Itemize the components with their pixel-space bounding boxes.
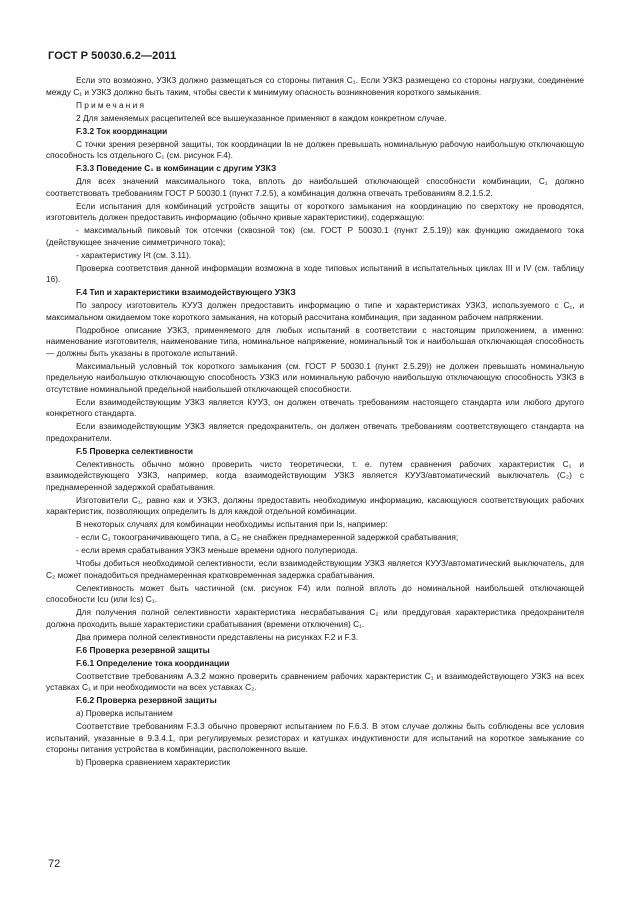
section-heading: F.4 Тип и характеристики взаимодействующего УЗКЗ <box>76 287 296 297</box>
paragraph: Селективность может быть частичной (см. рисунок F4) или полной вплоть до номинальной наибольшей отключающей способности Icu (или Ics) C₁. <box>46 582 584 604</box>
paragraph: b) Проверка сравнением характеристик <box>76 757 231 767</box>
section-heading: F.6 Проверка резервной защиты <box>76 644 210 655</box>
paragraph: С точки зрения резервной защиты, ток координации Iв не должен превышать номинальную рабочую наибольшую отключающую способность Ics отдельного C₁ (см. рисунок F.4). <box>46 138 584 160</box>
paragraph: - если время срабатывания УЗКЗ меньше времени одного полупериода. <box>76 545 358 555</box>
section-heading: F.5 Проверка селективности <box>76 445 194 456</box>
paragraph: Если это возможно, УЗКЗ должно размещаться со стороны питания C₁. Если УЗКЗ размещено со стороны нагрузки, соединение между C₁ и УЗКЗ должно быть таким, чтобы свести к минимуму опасность возникновения короткого замыкания. <box>46 75 584 97</box>
paragraph: 2 Для заменяемых расцепителей все вышеуказанное применяют в каждом конкретном случае. <box>76 112 447 123</box>
paragraph: По запросу изготовитель КУУЗ должен предоставить информацию о типе и характеристиках УЗКЗ, используемого с C₁, и максимальном ожидаемом токе короткого замыкания, на который рассчитана комбинация, при заданном рабочем напряжении. <box>46 300 584 322</box>
section-heading: F.3.3 Поведение C₁ в комбинации с другим УЗКЗ <box>76 163 277 173</box>
paragraph: Если взаимодействующим УЗКЗ является КУУЗ, он должен отвечать требованиям настоящего стандарта или любого другого конкретного стандарта. <box>46 396 584 418</box>
paragraph: - характеристику I²t (см. 3.11). <box>76 249 192 260</box>
section-heading: F.6.2 Проверка резервной защиты <box>76 695 217 705</box>
body-text <box>46 75 584 770</box>
paragraph: Если испытания для комбинаций устройств защиты от короткого замыкания на координацию по сверхтоку не проводятся, изготовитель должен предоставить информацию (обычно кривые характеристики), содержащую: <box>46 200 584 222</box>
paragraph: Изготовители C₁, равно как и УЗКЗ, должны предоставить необходимую информацию, касающуюся соответствующих рабочих характеристик, позволяющих определить Is для каждой отдельной комбинации. <box>46 494 584 516</box>
paragraph: - максимальный пиковый ток отсечки (сквозной ток) (см. ГОСТ Р 50030.1 (пункт 2.5.19)) как функцию ожидаемого тока (действующее значение симметричного тока); <box>46 225 584 247</box>
paragraph: а) Проверка испытанием <box>76 708 173 718</box>
paragraph: Селективность обычно можно проверить чисто теоретически, т. е. путем сравнения рабочих характеристик C₁ и взаимодействующего УЗКЗ, например, когда взаимодействующим УЗКЗ является КУУЗ/автоматический выключатель (C₂) с преднамеренной задержкой срабатывания. <box>46 458 584 492</box>
paragraph: Для получения полной селективности характеристика несрабатывания C₂ или преддуговая характеристика предохранителя должна проходить выше характеристики срабатывания (времени отключения) C₁. <box>46 607 584 629</box>
paragraph: Максимальный условный ток короткого замыкания (см. ГОСТ Р 50030.1 (пункт 2.5.29)) не должен превышать номинальную предельную наибольшую отключающую способность УЗКЗ или номинальную рабочую наибольшую отключающую способность УЗКЗ в отсутствие номинальной предельной наибольшей отключающей способности. <box>46 360 584 394</box>
paragraph: Соответствие требованиям А.3.2 можно проверить сравнением рабочих характеристик C₁ и взаимодействующего УЗКЗ на всех уставках C₁ и при необходимости на всех уставках C₂. <box>46 670 584 692</box>
section-heading: F.6.1 Определение тока координации <box>76 657 230 668</box>
paragraph: Если взаимодействующим УЗКЗ является предохранитель, он должен отвечать требованиям соответствующего стандарта на предохранители. <box>46 421 584 443</box>
paragraph: Чтобы добиться необходимой селективности, если взаимодействующим УЗКЗ является КУУЗ/автоматический выключатель, для C₂ может понадобиться преднамеренная кратковременная задержка срабатывания. <box>46 558 584 580</box>
paragraph: Подробное описание УЗКЗ, применяемого для любых испытаний в соответствии с настоящим приложением, а именно: наименование изготовителя, наименование типа, номинальное напряжение, номинальный ток и наибольшая отключающая способность — должны быть указаны в протоколе испытаний. <box>46 324 584 358</box>
paragraph: Проверка соответствия данной информации возможна в ходе типовых испытаний в испытательных циклах III и IV (см. таблицу 16). <box>46 262 584 284</box>
paragraph: Для всех значений максимального тока, вплоть до наибольшей отключающей способности комбинации, C₁ должно соответствовать требованиям ГОСТ Р 50030.1 (пункт 7.2.5), а комбинация должна отвечать требованиям 8.2.1.5.2. <box>46 176 584 198</box>
page-number: 72 <box>48 858 61 870</box>
paragraph: Соответствие требованиям F.3.3 обычно проверяют испытанием по F.6.3. В этом случае должны быть соблюдены все условия испытаний, указанные в 9.3.4.1, при регулируемых резисторах и катушках индуктивности для испытаний на короткое замыкание со стороны питания устройства в комбинации, расположенного выше. <box>46 721 584 754</box>
paragraph: Два примера полной селективности представлены на рисунках F.2 и F.3. <box>76 631 359 642</box>
document-header: ГОСТ Р 50030.6.2—2011 <box>48 50 177 62</box>
paragraph: - если C₁ токоограничивающего типа, а C₂ не снабжен преднамеренной задержкой срабатывания; <box>76 532 459 542</box>
section-heading: F.3.2 Ток координации <box>76 125 168 136</box>
note-heading: Примечания <box>76 99 147 110</box>
paragraph: В некоторых случаях для комбинации необходимы испытания при Is, например: <box>76 519 388 529</box>
